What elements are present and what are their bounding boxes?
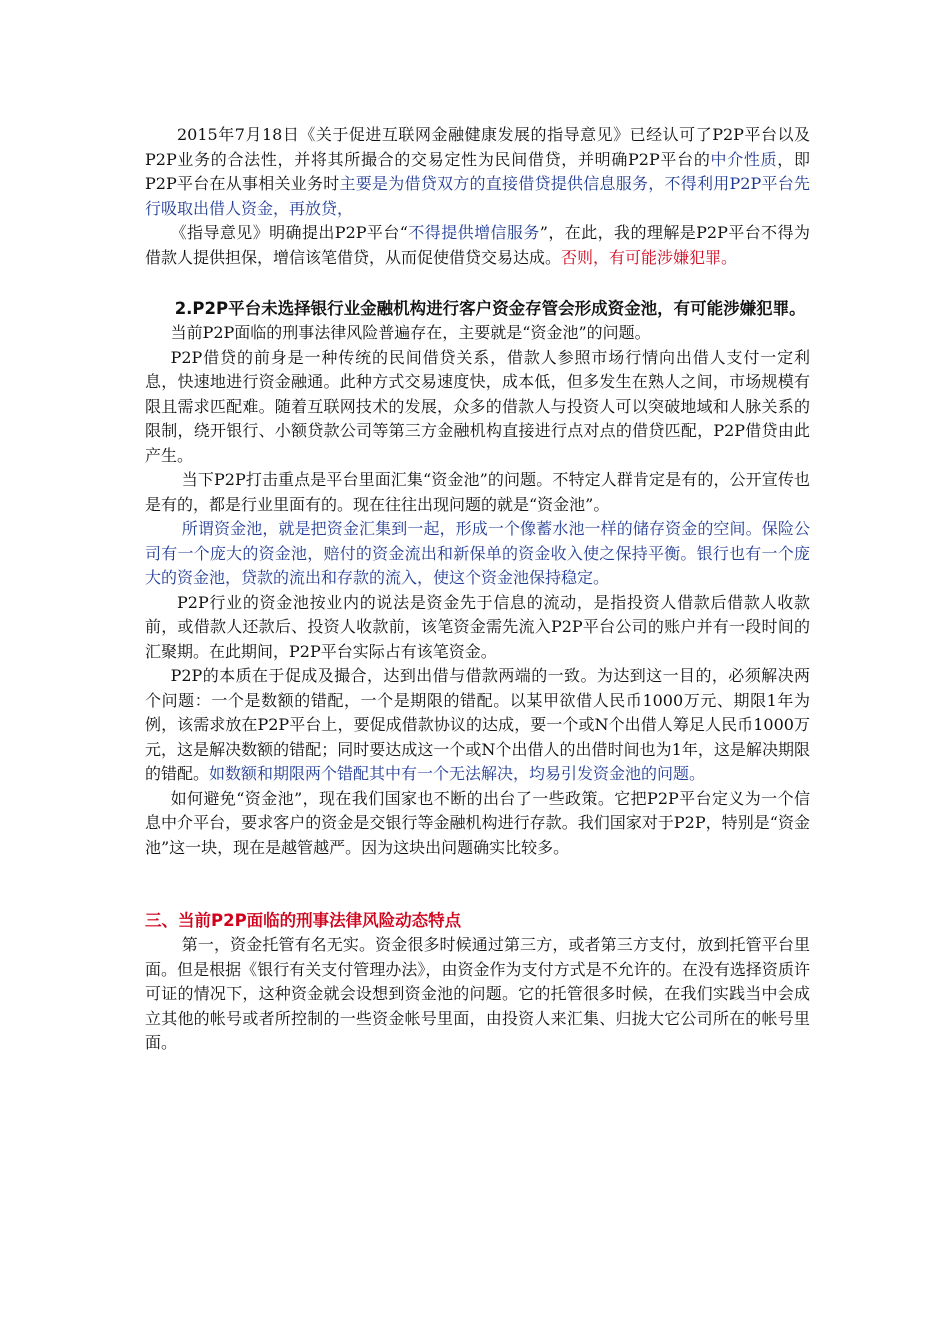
highlight-no-credit: 不得提供增信服务: [407, 223, 540, 242]
paragraph-custody-nominal: 第一，资金托管有名无实。资金很多时候通过第三方，或者第三方支付，放到托管平台里面。但是根据《银行有关支付管理办法》，由资金作为支付方式是不允许的。在没有选择资质许可证的情况下，这种资金就会设想到资金池的问题。它的托管很多时候，在我们实践当中会成立其他的帐号或者所控制的一些资金帐号里面，由投资人来汇集、归拢大它公司所在的帐号里面。: [145, 935, 810, 1052]
paragraph-p2p-origin: P2P借贷的前身是一种传统的民间借贷关系，借款人参照市场行情向出借人支付一定利息，快速地进行资金融通。此种方式交易速度快，成本低，但多发生在熟人之间，市场规模有限且需求匹配难。随着互联网技术的发展，众多的借款人与投资人可以突破地域和人脉关系的限制，绕开银行、小额贷款公司等第三方金融机构直接进行点对点的借贷匹配，P2P借贷由此产生。: [145, 347, 810, 465]
paragraph-guidance-opinion: [145, 123, 810, 221]
text-run: 《指导意见》明确提出P2P平台“: [170, 223, 408, 242]
paragraph-avoid-fund-pool: 如何避免“资金池”，现在我们国家也不断的出台了一些政策。它把P2P平台定义为一个信息中介平台，要求客户的资金是交银行等金融机构进行存款。我们国家对于P2P，特别是“资金池”这一块，现在是越管越严。因为这块出问题确实比较多。: [145, 788, 810, 857]
paragraph-no-credit-enhancement: [145, 221, 810, 270]
paragraph-p2p-essence: [145, 664, 810, 787]
text-run: 2015年7月18日《关于促进互联网金融健康发展的指导意见》已经认可了P2P平台以及P2P业务的合法性，并将其所撮合的交易定性为民间借贷，并明确P2P平台的: [145, 125, 810, 169]
paragraph-risk-intro: 当前P2P面临的刑事法律风险普遍存在，主要就是“资金池”的问题。: [170, 323, 651, 342]
document-page: [145, 123, 810, 1056]
paragraph-fund-pool-definition: 所谓资金池，就是把资金汇集到一起，形成一个像蓄水池一样的储存资金的空间。保险公司有一个庞大的资金池，赔付的资金流出和新保单的资金收入使之保持平衡。银行也有一个庞大的资金池，贷款的流出和存款的流入，使这个资金池保持稳定。: [145, 519, 810, 587]
text-run: ，即P2P平台在从事相关业务时: [145, 149, 810, 193]
highlight-info-service: 主要是为借贷双方的直接借贷提供信息服务，不得利用P2P平台先行吸取出借人资金，再放贷，: [145, 174, 810, 218]
highlight-mismatch: 如数额和期限两个错配其中有一个无法解决，均易引发资金池的问题。: [209, 764, 706, 783]
text-run: P2P的本质在于促成及撮合，达到出借与借款两端的一致。为达到这一目的，必须解决两个问题：一个是数额的错配，一个是期限的错配。以某甲欲借人民币1000万元、期限1年为例，该需求放在P2P平台上，要促成借款协议的达成，要一个或N个出借人筹足人民币1000万元，这是解决数额的错配；同时要达成这一个或N个出借人的出借时间也为1年，这是解决期限的错配。: [145, 666, 810, 783]
section-heading-2: 2.P2P平台未选择银行业金融机构进行客户资金存管会形成资金池，有可能涉嫌犯罪。: [174, 299, 806, 318]
paragraph-industry-fund-pool: P2P行业的资金池按业内的说法是资金先于信息的流动，是指投资人借款后借款人收款前，或借款人还款后、投资人收款前，该笔资金需先流入P2P平台公司的账户并有一段时间的汇聚期。在此期间，P2P平台实际占有该笔资金。: [145, 592, 810, 661]
highlight-crime-warning: 否则，有可能涉嫌犯罪。: [561, 247, 738, 267]
paragraph-enforcement-focus: 当下P2P打击重点是平台里面汇集“资金池”的问题。不特定人群肯定是有的，公开宣传也是有的，都是行业里面有的。现在往往出现问题的就是“资金池”。: [145, 470, 810, 514]
section-heading-3: 三、当前P2P面临的刑事法律风险动态特点: [145, 911, 462, 930]
highlight-intermediary: 中介性质: [710, 149, 778, 169]
text-run: ”，在此，我的理解是P2P平台不得为借款人提供担保，增信该笔借贷，从而促使借贷交易达成。: [145, 223, 810, 267]
